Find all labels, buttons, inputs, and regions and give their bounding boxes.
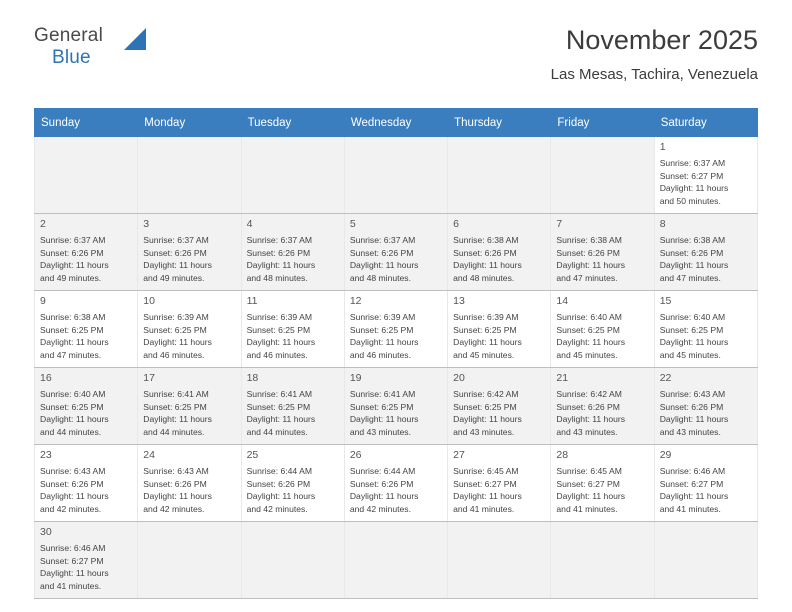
day-detail-line: Sunrise: 6:41 AM (143, 389, 209, 400)
day-detail-line: Sunrise: 6:39 AM (349, 312, 416, 323)
day-detail-line: Daylight: 11 hours (349, 414, 419, 425)
day-detail-line: Sunrise: 6:45 AM (453, 466, 519, 477)
day-detail-line: Daylight: 11 hours (40, 337, 109, 348)
day-detail-line: Daylight: 11 hours (659, 183, 729, 194)
day-detail-line: Sunrise: 6:37 AM (349, 235, 416, 246)
day-detail-line: Sunrise: 6:42 AM (556, 389, 622, 400)
day-number: 25 (246, 449, 259, 462)
day-detail-line: and 50 minutes. (659, 195, 721, 206)
day-detail-line: Daylight: 11 hours (40, 414, 109, 425)
calendar-day-cell[interactable] (35, 291, 138, 368)
day-detail-line: Daylight: 11 hours (246, 491, 316, 502)
day-detail-line: Sunrise: 6:45 AM (556, 466, 622, 477)
day-detail-line: Sunset: 6:25 PM (659, 324, 724, 335)
day-detail-line: Sunrise: 6:40 AM (556, 312, 622, 323)
logo-text-general: General (34, 25, 103, 46)
day-detail-line: Sunset: 6:26 PM (453, 247, 517, 258)
calendar-day-cell[interactable] (35, 522, 138, 599)
calendar-day-cell[interactable] (448, 291, 551, 368)
day-detail-line: Daylight: 11 hours (246, 414, 316, 425)
calendar-day-cell[interactable] (241, 445, 344, 522)
day-detail-line: and 42 minutes. (143, 503, 205, 514)
day-number: 21 (556, 372, 569, 385)
day-detail-line: and 41 minutes. (556, 503, 618, 514)
calendar-day-cell[interactable] (241, 291, 344, 368)
day-number: 1 (659, 141, 666, 153)
day-detail-line: Sunset: 6:26 PM (143, 478, 207, 489)
day-detail-line: and 44 minutes. (40, 426, 102, 437)
day-number: 11 (246, 295, 258, 308)
calendar-day-cell[interactable] (654, 137, 757, 214)
calendar-day-cell[interactable] (448, 445, 551, 522)
day-detail-line: and 47 minutes. (40, 349, 102, 360)
day-number: 10 (143, 295, 155, 308)
calendar-body (35, 137, 758, 599)
day-number: 26 (349, 449, 362, 462)
day-detail-line: Sunrise: 6:39 AM (246, 312, 313, 323)
day-detail-line: Daylight: 11 hours (143, 337, 212, 348)
day-detail-line: Sunset: 6:26 PM (143, 247, 207, 258)
day-number: 24 (143, 449, 155, 462)
day-detail-line: and 47 minutes. (659, 272, 721, 283)
day-detail-line: Sunset: 6:25 PM (453, 324, 517, 335)
calendar-day-cell[interactable] (551, 368, 654, 445)
day-detail-line: Sunset: 6:26 PM (40, 478, 104, 489)
day-detail-line: Daylight: 11 hours (349, 491, 419, 502)
day-detail-line: Sunrise: 6:37 AM (246, 235, 313, 246)
day-detail-line: Daylight: 11 hours (246, 260, 316, 271)
day-number: 20 (453, 372, 465, 385)
day-detail-line: Daylight: 11 hours (349, 260, 419, 271)
calendar-day-cell[interactable] (35, 445, 138, 522)
weekday-header-monday: Monday (138, 109, 241, 137)
day-detail-line: Sunrise: 6:38 AM (453, 235, 519, 246)
calendar-day-cell[interactable] (344, 214, 447, 291)
page-header (34, 0, 758, 96)
day-detail-line: and 46 minutes. (349, 349, 411, 360)
day-detail-line: and 48 minutes. (349, 272, 411, 283)
day-detail-line: and 49 minutes. (143, 272, 205, 283)
day-detail-line: Daylight: 11 hours (453, 337, 522, 348)
calendar-day-cell[interactable] (551, 445, 654, 522)
calendar-week-row (35, 522, 758, 599)
day-detail-line: Sunrise: 6:41 AM (349, 389, 416, 400)
page-title: November 2025 (565, 25, 758, 55)
day-number: 8 (659, 218, 666, 231)
day-detail-line: and 45 minutes. (453, 349, 515, 360)
day-number: 17 (143, 372, 155, 385)
day-number: 28 (556, 449, 569, 462)
day-number: 4 (246, 218, 253, 231)
weekday-header-friday: Friday (551, 109, 654, 137)
day-detail-line: Daylight: 11 hours (453, 491, 522, 502)
weekday-header-thursday: Thursday (448, 109, 551, 137)
day-detail-line: and 42 minutes. (246, 503, 308, 514)
day-detail-line: Sunrise: 6:43 AM (40, 466, 106, 477)
day-detail-line: Sunset: 6:25 PM (453, 401, 517, 412)
day-detail-line: Sunrise: 6:43 AM (659, 389, 726, 400)
calendar-week-row (35, 368, 758, 445)
day-detail-line: Sunset: 6:26 PM (40, 247, 104, 258)
day-detail-line: Daylight: 11 hours (659, 260, 729, 271)
calendar-day-cell[interactable] (241, 368, 344, 445)
day-detail-line: Daylight: 11 hours (556, 337, 626, 348)
day-detail-line: and 41 minutes. (659, 503, 721, 514)
day-number: 27 (453, 449, 465, 462)
day-detail-line: Daylight: 11 hours (659, 337, 729, 348)
calendar-week-row (35, 445, 758, 522)
calendar-cell-empty (448, 522, 551, 599)
weekday-header-wednesday: Wednesday (344, 109, 447, 137)
logo-triangle-icon (124, 28, 146, 50)
title-block (551, 26, 758, 83)
day-detail-line: Sunrise: 6:39 AM (453, 312, 519, 323)
day-detail-line: and 43 minutes. (453, 426, 515, 437)
day-detail-line: and 43 minutes. (659, 426, 721, 437)
day-number: 23 (40, 449, 52, 462)
day-detail-line: Sunrise: 6:37 AM (143, 235, 209, 246)
weekday-header-tuesday: Tuesday (241, 109, 344, 137)
day-detail-line: Sunset: 6:27 PM (453, 478, 517, 489)
day-detail-line: Daylight: 11 hours (40, 260, 109, 271)
day-number: 7 (556, 218, 563, 231)
day-detail-line: and 44 minutes. (246, 426, 308, 437)
day-detail-line: Daylight: 11 hours (556, 414, 626, 425)
day-number: 29 (659, 449, 672, 462)
day-detail-line: Sunset: 6:26 PM (349, 247, 414, 258)
calendar-cell-empty (448, 137, 551, 214)
day-number: 6 (453, 218, 459, 231)
day-detail-line: Sunrise: 6:43 AM (143, 466, 209, 477)
day-detail-line: Daylight: 11 hours (659, 414, 729, 425)
day-detail-line: Sunrise: 6:44 AM (349, 466, 416, 477)
day-detail-line: and 48 minutes. (246, 272, 308, 283)
day-detail-line: Sunrise: 6:41 AM (246, 389, 313, 400)
day-detail-line: and 42 minutes. (40, 503, 102, 514)
calendar-day-cell[interactable] (654, 214, 757, 291)
calendar-day-cell[interactable] (35, 214, 138, 291)
day-detail-line: Sunset: 6:26 PM (349, 478, 414, 489)
calendar-cell-empty (35, 137, 138, 214)
day-detail-line: and 49 minutes. (40, 272, 102, 283)
day-detail-line: and 45 minutes. (556, 349, 618, 360)
weekday-header-saturday: Saturday (654, 109, 757, 137)
day-detail-line: Daylight: 11 hours (556, 491, 626, 502)
day-detail-line: and 42 minutes. (349, 503, 411, 514)
day-detail-line: Sunset: 6:25 PM (349, 324, 414, 335)
day-detail-line: Sunset: 6:27 PM (659, 170, 724, 181)
calendar-cell-empty (138, 137, 241, 214)
calendar-day-cell[interactable] (35, 368, 138, 445)
logo-text-blue: Blue (52, 47, 91, 68)
calendar-day-cell[interactable] (448, 368, 551, 445)
day-detail-line: Sunset: 6:25 PM (143, 324, 207, 335)
day-detail-line: Sunrise: 6:42 AM (453, 389, 519, 400)
day-detail-line: Daylight: 11 hours (453, 414, 522, 425)
day-detail-line: Daylight: 11 hours (246, 337, 316, 348)
page-subtitle: Las Mesas, Tachira, Venezuela (550, 65, 758, 83)
calendar-table (34, 108, 758, 599)
day-detail-line: Sunrise: 6:38 AM (40, 312, 106, 323)
calendar-week-row (35, 137, 758, 214)
day-detail-line: Sunset: 6:26 PM (556, 247, 620, 258)
day-detail-line: Sunset: 6:25 PM (246, 401, 311, 412)
calendar-day-cell[interactable] (138, 291, 241, 368)
day-detail-line: Sunrise: 6:44 AM (246, 466, 313, 477)
calendar-day-cell[interactable] (138, 214, 241, 291)
calendar-day-cell[interactable] (551, 291, 654, 368)
calendar-cell-empty (654, 522, 757, 599)
day-detail-line: Daylight: 11 hours (349, 337, 419, 348)
day-detail-line: and 46 minutes. (246, 349, 308, 360)
day-detail-line: Daylight: 11 hours (659, 491, 729, 502)
day-detail-line: and 47 minutes. (556, 272, 618, 283)
day-detail-line: and 45 minutes. (659, 349, 721, 360)
calendar-day-cell[interactable] (654, 291, 757, 368)
day-detail-line: Sunset: 6:26 PM (659, 401, 724, 412)
day-detail-line: and 48 minutes. (453, 272, 515, 283)
day-detail-line: and 43 minutes. (349, 426, 411, 437)
day-number: 18 (246, 372, 259, 385)
day-detail-line: Daylight: 11 hours (40, 568, 109, 579)
calendar-day-cell[interactable] (654, 368, 757, 445)
calendar-day-cell[interactable] (344, 445, 447, 522)
day-number: 14 (556, 295, 569, 308)
calendar-day-cell[interactable] (344, 291, 447, 368)
day-detail-line: Sunset: 6:27 PM (659, 478, 724, 489)
day-detail-line: Sunrise: 6:37 AM (659, 158, 726, 169)
day-number: 2 (40, 218, 46, 231)
day-detail-line: Sunset: 6:25 PM (40, 401, 104, 412)
calendar-day-cell[interactable] (138, 445, 241, 522)
calendar-week-row (35, 214, 758, 291)
day-number: 19 (349, 372, 362, 385)
day-detail-line: and 43 minutes. (556, 426, 618, 437)
day-number: 15 (659, 295, 672, 308)
calendar-day-cell[interactable] (551, 214, 654, 291)
day-detail-line: Sunrise: 6:46 AM (659, 466, 726, 477)
day-detail-line: Daylight: 11 hours (453, 260, 522, 271)
day-detail-line: Sunset: 6:26 PM (659, 247, 724, 258)
calendar-cell-empty (551, 137, 654, 214)
day-number: 9 (40, 295, 46, 308)
day-detail-line: Daylight: 11 hours (143, 491, 212, 502)
weekday-header-sunday: Sunday (35, 109, 138, 137)
day-detail-line: Sunset: 6:26 PM (246, 478, 311, 489)
calendar-day-cell[interactable] (138, 368, 241, 445)
generalblue-logo (34, 26, 144, 74)
day-detail-line: Daylight: 11 hours (40, 491, 109, 502)
calendar-cell-empty (344, 137, 447, 214)
calendar-day-cell[interactable] (448, 214, 551, 291)
day-detail-line: Daylight: 11 hours (143, 414, 212, 425)
day-number: 12 (349, 295, 362, 308)
calendar-cell-empty (241, 522, 344, 599)
day-detail-line: Sunset: 6:25 PM (40, 324, 104, 335)
calendar-cell-empty (241, 137, 344, 214)
day-detail-line: Sunrise: 6:46 AM (40, 543, 106, 554)
day-number: 22 (659, 372, 672, 385)
calendar-day-cell[interactable] (654, 445, 757, 522)
day-detail-line: Sunrise: 6:40 AM (659, 312, 726, 323)
day-detail-line: Sunset: 6:26 PM (556, 401, 620, 412)
day-detail-line: Sunset: 6:26 PM (246, 247, 311, 258)
day-detail-line: Sunrise: 6:40 AM (40, 389, 106, 400)
day-detail-line: Sunrise: 6:39 AM (143, 312, 209, 323)
day-number: 30 (40, 526, 52, 539)
day-number: 13 (453, 295, 465, 308)
day-detail-line: Sunset: 6:27 PM (556, 478, 620, 489)
day-detail-line: and 44 minutes. (143, 426, 205, 437)
day-number: 3 (143, 218, 150, 231)
calendar-week-row (35, 291, 758, 368)
calendar-day-cell[interactable] (344, 368, 447, 445)
day-number: 5 (349, 218, 356, 231)
day-detail-line: and 41 minutes. (453, 503, 515, 514)
day-detail-line: Daylight: 11 hours (556, 260, 626, 271)
calendar-header-row (35, 109, 758, 137)
day-detail-line: Sunset: 6:25 PM (246, 324, 311, 335)
day-detail-line: Sunset: 6:25 PM (349, 401, 414, 412)
day-detail-line: Sunrise: 6:38 AM (659, 235, 726, 246)
calendar-day-cell[interactable] (241, 214, 344, 291)
day-detail-line: and 41 minutes. (40, 580, 102, 591)
day-detail-line: Sunset: 6:25 PM (556, 324, 620, 335)
day-number: 16 (40, 372, 52, 385)
calendar-cell-empty (138, 522, 241, 599)
day-detail-line: Sunrise: 6:38 AM (556, 235, 622, 246)
day-detail-line: and 46 minutes. (143, 349, 205, 360)
day-detail-line: Sunset: 6:25 PM (143, 401, 207, 412)
day-detail-line: Daylight: 11 hours (143, 260, 212, 271)
calendar-cell-empty (344, 522, 447, 599)
day-detail-line: Sunrise: 6:37 AM (40, 235, 106, 246)
calendar-cell-empty (551, 522, 654, 599)
day-detail-line: Sunset: 6:27 PM (40, 555, 104, 566)
